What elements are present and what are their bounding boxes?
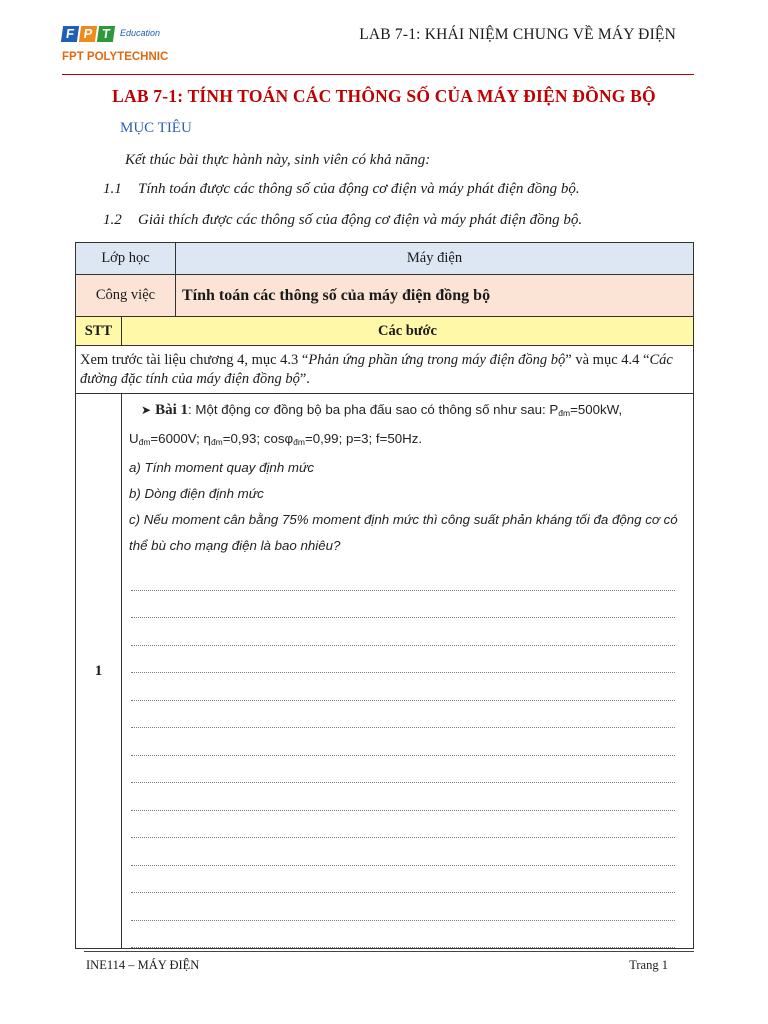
logo-tile-t: T (97, 26, 115, 42)
exercise-text: η (203, 431, 211, 446)
footer-divider (84, 951, 694, 952)
answer-line (131, 701, 675, 729)
arrow-bullet-icon: ➤ (141, 403, 152, 417)
lab-table (75, 242, 694, 949)
objective-text: Giải thích được các thông số của động cơ điện và máy phát điện đồng bộ. (138, 212, 583, 228)
answer-line (131, 673, 675, 701)
exercise-row (76, 394, 694, 949)
question-a: a) Tính moment quay định mức (129, 460, 315, 475)
exercise-statement (129, 397, 685, 426)
objective-number: 1.2 (103, 212, 122, 228)
objective-text: Tính toán được các thông số của động cơ điện và máy phát điện đồng bộ. (138, 181, 580, 197)
subscript: đm (210, 437, 223, 447)
exercise-text: U (129, 431, 139, 446)
task-label: Công việc (76, 275, 176, 317)
footer-page-number: Trang 1 (629, 958, 668, 972)
answer-line (131, 866, 675, 894)
answer-line (131, 591, 675, 619)
exercise-title: Bài 1 (155, 402, 188, 418)
exercise-cell (122, 394, 694, 949)
question-c: c) Nếu moment cân bằng 75% moment định mức thì công suất phản kháng tối đa động cơ có thể bù cho mạng điện là bao nhiêu? (129, 512, 678, 553)
preview-ref-2: Các đường đặc tính của máy điện đồng bộ (80, 351, 673, 387)
steps-header-row (76, 317, 694, 346)
preview-ref-1: Phản ứng phần ứng trong máy điện đồng bộ (308, 351, 566, 368)
answer-line (131, 783, 675, 811)
answer-line (131, 756, 675, 784)
logo-tiles (62, 26, 114, 42)
exercise-content (122, 394, 693, 948)
exercise-parameters (129, 426, 685, 455)
logo-education-text: Education (120, 28, 161, 38)
class-row (76, 243, 694, 275)
subscript: đm (138, 437, 151, 447)
exercise-text: =0,93; cosφ (222, 431, 294, 446)
class-value: Máy điện (176, 243, 694, 275)
header-title: LAB 7-1: KHÁI NIỆM CHUNG VỀ MÁY ĐIỆN (359, 26, 676, 43)
objective-item (103, 181, 580, 198)
logo-tile-p: P (79, 26, 97, 42)
answer-line (131, 838, 675, 866)
preview-text (76, 346, 694, 394)
task-row (76, 275, 694, 317)
logo-tile-f: F (61, 26, 79, 42)
steps-header: Các bước (122, 317, 694, 346)
answer-lines (129, 563, 685, 948)
preview-part: Xem trước tài liệu chương 4, mục 4.3 “ (80, 351, 309, 368)
class-label: Lớp học (76, 243, 176, 275)
objective-item (103, 212, 582, 229)
answer-line (131, 811, 675, 839)
objectives-heading: MỤC TIÊU (120, 120, 192, 136)
exercise-text: =500kW, (570, 402, 623, 417)
answer-line (131, 893, 675, 921)
preview-part: ” và mục 4.4 “ (565, 351, 650, 368)
answer-line (131, 921, 675, 949)
preview-part: ”. (299, 370, 310, 387)
task-value: Tính toán các thông số của máy điện đồng bộ (176, 275, 694, 317)
subscript: đm (293, 437, 305, 447)
logo-school-name: FPT POLYTECHNIC (62, 51, 169, 63)
subscript: đm (558, 408, 571, 418)
answer-line (131, 563, 675, 591)
exercise-text: =0,99; p=3; f=50Hz. (304, 431, 423, 446)
fpt-polytechnic-logo (62, 26, 182, 72)
footer-course: INE114 – MÁY ĐIỆN (86, 958, 200, 972)
stt-header: STT (76, 317, 122, 346)
answer-line (131, 728, 675, 756)
answer-line (131, 618, 675, 646)
lab-title: LAB 7-1: TÍNH TOÁN CÁC THÔNG SỐ CỦA MÁY ĐIỆN ĐỒNG BỘ (112, 86, 656, 106)
exercise-text: =6000V; (150, 431, 204, 446)
answer-line (131, 646, 675, 674)
preview-row (76, 346, 694, 394)
objective-number: 1.1 (103, 181, 122, 197)
exercise-text: : Một động cơ đồng bộ ba pha đấu sao có thông số như sau: P (188, 402, 559, 417)
row-number: 1 (76, 394, 122, 949)
header-divider (62, 74, 694, 75)
objectives-intro: Kết thúc bài thực hành này, sinh viên có khả năng: (125, 152, 431, 168)
question-b: b) Dòng điện định mức (129, 486, 264, 501)
